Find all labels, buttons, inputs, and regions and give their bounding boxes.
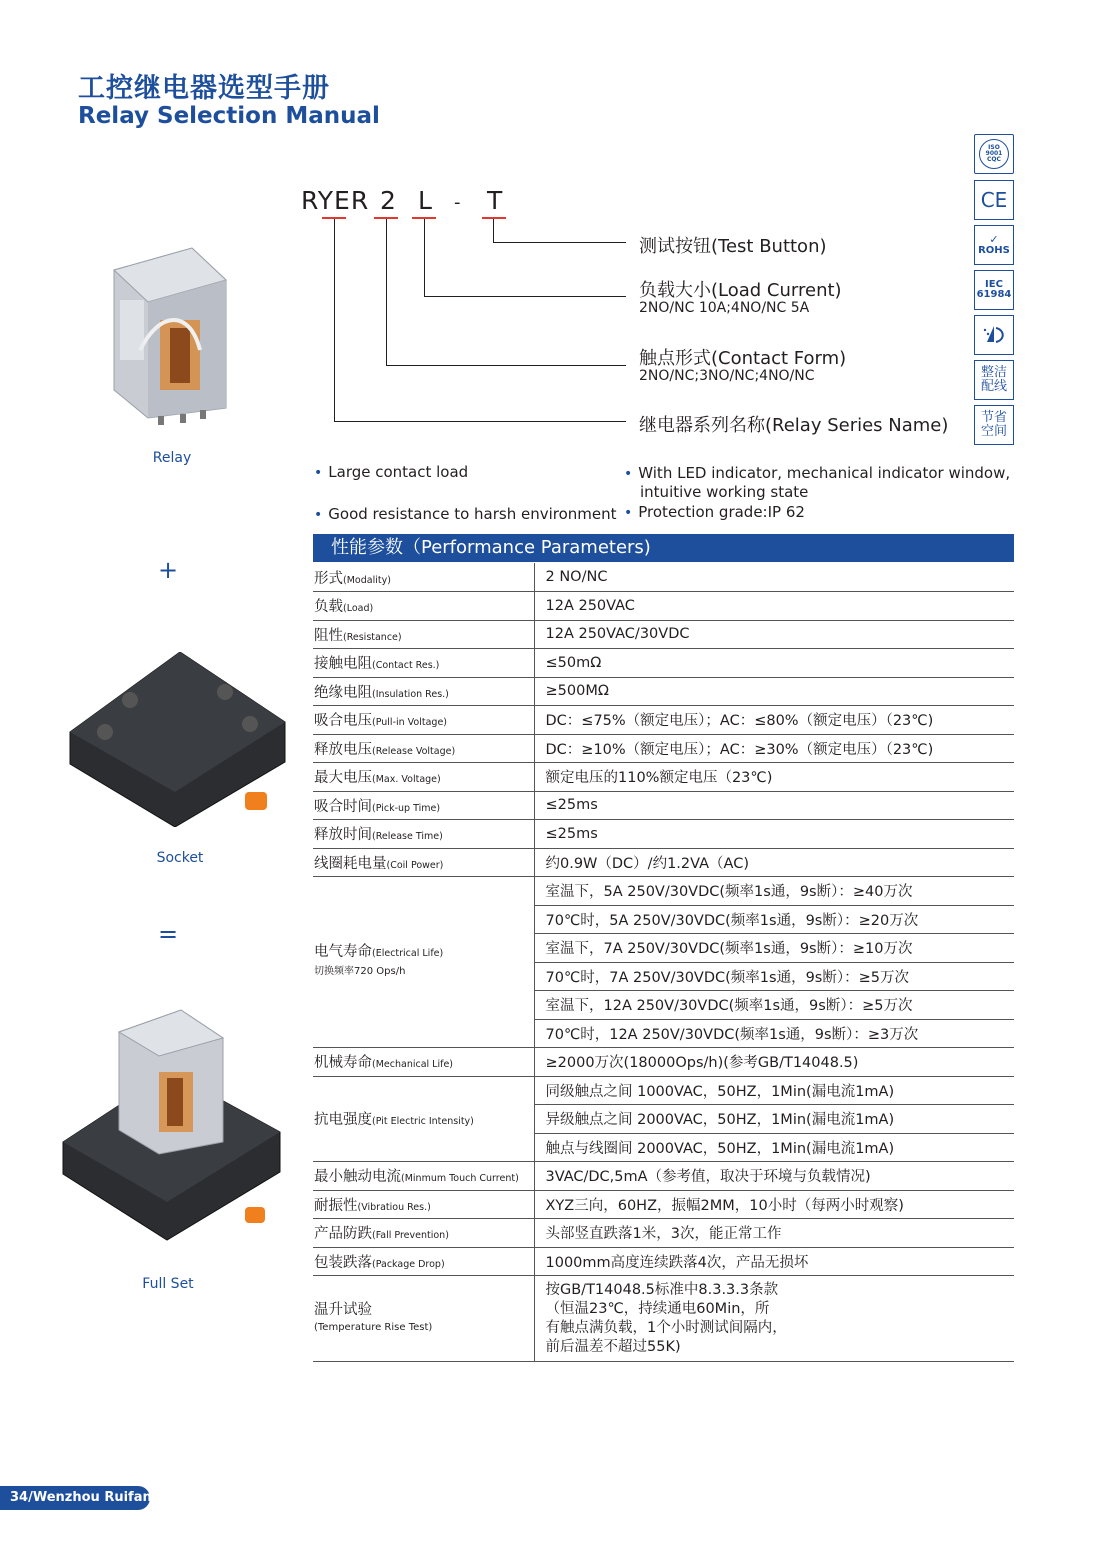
leader-test-v: [493, 219, 494, 243]
plus-sign: +: [157, 556, 179, 584]
leader-contact-v: [386, 219, 387, 365]
label-contact-form-sub: 2NO/NC;3NO/NC;4NO/NC: [639, 368, 815, 384]
ce-cert-icon: CE: [974, 180, 1014, 220]
table-row: 负载(Load) 12A 250VAC: [313, 592, 1014, 621]
table-row: 形式(Modality) 2 NO/NC: [313, 563, 1014, 592]
bullet-icon: •: [314, 507, 323, 523]
table-row: 最小触动电流(Minmum Touch Current) 3VAC/DC,5mA（参考值，取决于环境与负载情况): [313, 1162, 1014, 1191]
table-row: 耐振性(Vibratiou Res.) XYZ三向，60HZ，振幅2MM，10小时（每两小时观察): [313, 1190, 1014, 1219]
table-row: 抗电强度(Pit Electric Intensity) 同级触点之间 1000VAC，50HZ，1Min(漏电流1mA): [313, 1076, 1014, 1105]
iso-cert-icon: ISO 9001 CQC: [974, 134, 1014, 174]
feature-3: • Good resistance to harsh environment: [314, 505, 617, 523]
iec-cert-icon: IEC 61984: [974, 270, 1014, 310]
bullet-icon: •: [624, 505, 633, 521]
leader-series-h: [334, 421, 626, 422]
label-contact-form: 触点形式(Contact Form): [639, 348, 847, 369]
table-row: 异级触点之间 2000VAC，50HZ，1Min(漏电流1mA): [313, 1105, 1014, 1134]
code-dash: -: [454, 192, 462, 213]
table-row: 接触电阻(Contact Res.) ≤50mΩ: [313, 649, 1014, 678]
table-row: 释放电压(Release Voltage) DC：≥10%（额定电压）；AC：≥30%（额定电压）（23℃): [313, 734, 1014, 763]
equals-sign: =: [157, 920, 179, 948]
table-row: 70℃时，5A 250V/30VDC(频率1s通，9s断）：≥20万次: [313, 905, 1014, 934]
label-test-button: 测试按钮(Test Button): [639, 236, 827, 257]
page-footer: 34/Wenzhou Ruifan: [0, 1486, 150, 1510]
table-row: 阻性(Resistance) 12A 250VAC/30VDC: [313, 620, 1014, 649]
ip-protection-icon: [974, 315, 1014, 355]
table-row: 机械寿命(Mechanical Life) ≥2000万次(18000Ops/h)(参考GB/T14048.5): [313, 1048, 1014, 1077]
save-space-icon: 节省 空间: [974, 405, 1014, 445]
table-row: 吸合时间(Pick-up Time) ≤25ms: [313, 791, 1014, 820]
code-test: T: [487, 186, 504, 215]
table-row: 吸合电压(Pull-in Voltage) DC：≤75%（额定电压）；AC：≤80%（额定电压）（23℃): [313, 706, 1014, 735]
performance-parameters-header: 性能参数（Performance Parameters): [313, 534, 1014, 562]
code-contact: 2: [380, 186, 397, 215]
socket-image: [60, 652, 295, 827]
table-row: 包装跌落(Package Drop) 1000mm高度连续跌落4次，产品无损坏: [313, 1247, 1014, 1276]
relay-caption: Relay: [152, 450, 192, 466]
relay-image: [100, 240, 240, 425]
table-row: 温升试验 (Temperature Rise Test) 按GB/T14048.5标准中8.3.3.3条款 （恒温23℃，持续通电60Min，所 有触点满负载，1个小时测试间隔内， 前后温差不超过55K): [313, 1276, 1014, 1362]
leader-load-v: [424, 219, 425, 296]
fullset-image: [55, 1002, 290, 1242]
page-title-cn: 工控继电器选型手册: [78, 73, 330, 104]
underline-test: [482, 217, 506, 219]
table-row: 产品防跌(Fall Prevention) 头部竖直跌落1米，3次，能正常工作: [313, 1219, 1014, 1248]
table-row: 室温下，12A 250V/30VDC(频率1s通，9s断）：≥5万次: [313, 991, 1014, 1020]
feature-4: • Protection grade:IP 62: [624, 503, 805, 521]
table-row: 释放时间(Release Time) ≤25ms: [313, 820, 1014, 849]
table-row: 室温下，7A 250V/30VDC(频率1s通，9s断）：≥10万次: [313, 934, 1014, 963]
code-series: RYER: [301, 186, 370, 215]
table-row: 线圈耗电量(Coil Power) 约0.9W（DC）/约1.2VA（AC): [313, 848, 1014, 877]
bullet-icon: •: [624, 466, 633, 482]
socket-caption: Socket: [156, 850, 204, 866]
leader-series-v: [334, 219, 335, 421]
label-load-current: 负载大小(Load Current): [639, 280, 842, 301]
feature-1: • Large contact load: [314, 463, 469, 481]
leader-contact-h: [386, 365, 626, 366]
label-load-current-sub: 2NO/NC 10A;4NO/NC 5A: [639, 300, 810, 316]
fullset-caption: Full Set: [142, 1276, 194, 1292]
code-load: L: [418, 186, 433, 215]
feature-2-cont: intuitive working state: [640, 483, 809, 501]
bullet-icon: •: [314, 465, 323, 481]
feature-2: • With LED indicator, mechanical indicator window,: [624, 464, 1011, 482]
performance-parameters-table: [313, 563, 1014, 1362]
table-row: 70℃时，12A 250V/30VDC(频率1s通，9s断）：≥3万次: [313, 1019, 1014, 1048]
tidy-wiring-icon: 整洁 配线: [974, 360, 1014, 400]
rohs-cert-icon: ✓ ROHS: [974, 225, 1014, 265]
table-row: 电气寿命(Electrical Life) 切换频率720 Ops/h 室温下，5A 250V/30VDC(频率1s通，9s断）：≥40万次: [313, 877, 1014, 906]
leader-load-h: [424, 296, 626, 297]
table-row: 绝缘电阻(Insulation Res.) ≥500MΩ: [313, 677, 1014, 706]
page-title-en: Relay Selection Manual: [78, 103, 380, 129]
leader-test-h: [493, 242, 626, 243]
table-row: 最大电压(Max. Voltage) 额定电压的110%额定电压（23℃): [313, 763, 1014, 792]
table-row: 70℃时，7A 250V/30VDC(频率1s通，9s断）：≥5万次: [313, 962, 1014, 991]
label-series-name: 继电器系列名称(Relay Series Name): [639, 415, 949, 436]
table-row: 触点与线圈间 2000VAC，50HZ，1Min(漏电流1mA): [313, 1133, 1014, 1162]
